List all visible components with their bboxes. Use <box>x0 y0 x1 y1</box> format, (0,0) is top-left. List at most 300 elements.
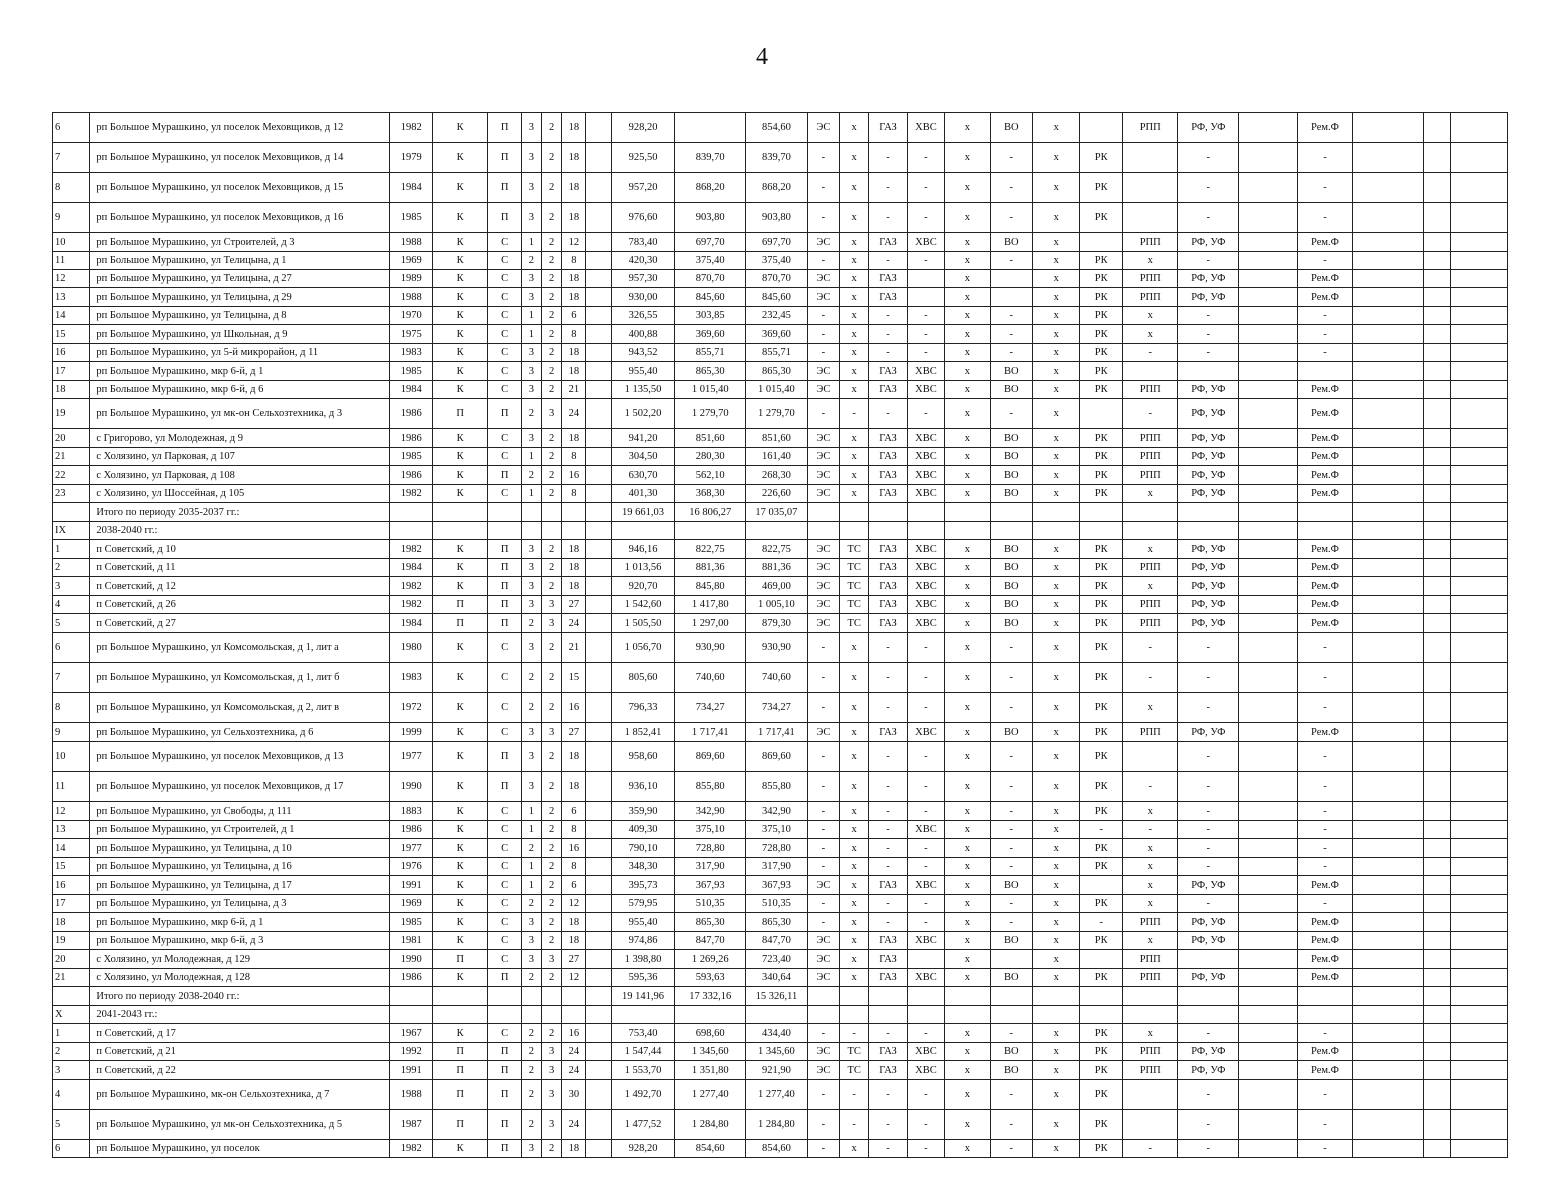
table-cell: 2 <box>542 466 562 485</box>
table-cell: ГАЗ <box>869 270 907 288</box>
table-cell: П <box>488 559 521 577</box>
table-cell <box>1178 362 1239 381</box>
table-cell: 1988 <box>390 1080 432 1110</box>
table-cell: ЭС <box>807 596 839 614</box>
table-cell: 936,10 <box>611 772 675 802</box>
table-cell: - <box>990 252 1032 270</box>
table-cell: ВО <box>990 381 1032 399</box>
table-cell: С <box>488 233 521 252</box>
table-cell: РПП <box>1122 596 1178 614</box>
table-cell: - <box>807 839 839 858</box>
table-cell: 3 <box>521 344 541 362</box>
table-cell: К <box>432 173 488 203</box>
table-cell <box>1451 362 1508 381</box>
table-cell: 18 <box>562 270 586 288</box>
table-cell: ЭС <box>807 270 839 288</box>
table-cell <box>1423 932 1450 950</box>
table-cell <box>1423 772 1450 802</box>
table-cell: РФ, УФ <box>1178 723 1239 742</box>
table-cell: ТС <box>840 614 869 633</box>
table-cell <box>521 522 541 540</box>
table-cell <box>1451 1080 1508 1110</box>
table-cell: 18 <box>562 344 586 362</box>
table-cell <box>1239 233 1298 252</box>
table-cell: РПП <box>1122 1043 1178 1061</box>
table-cell <box>1451 522 1508 540</box>
table-cell <box>907 522 944 540</box>
table-cell: - <box>869 858 907 876</box>
table-cell: 510,35 <box>746 895 808 913</box>
table-cell: 6 <box>562 802 586 821</box>
table-cell: - <box>869 839 907 858</box>
table-cell: ВО <box>990 362 1032 381</box>
table-cell: - <box>1297 173 1353 203</box>
table-cell <box>1239 252 1298 270</box>
table-cell: П <box>488 577 521 596</box>
row-number-cell <box>53 503 90 522</box>
total-row <box>53 987 1508 1006</box>
table-cell: х <box>945 633 990 663</box>
row-number-cell: X <box>53 1006 90 1024</box>
table-cell: 18 <box>562 913 586 932</box>
table-cell: РФ, УФ <box>1178 1043 1239 1061</box>
table-cell: х <box>840 821 869 839</box>
table-cell <box>1353 173 1424 203</box>
table-cell: 18 <box>562 932 586 950</box>
table-cell <box>1451 913 1508 932</box>
table-cell <box>1353 233 1424 252</box>
table-cell: 375,10 <box>675 821 746 839</box>
table-cell: Рем.Ф <box>1297 381 1353 399</box>
table-cell: 18 <box>562 1140 586 1158</box>
table-cell: 375,10 <box>746 821 808 839</box>
table-cell: - <box>1178 325 1239 344</box>
table-cell: РК <box>1080 577 1122 596</box>
table-cell: 2 <box>521 614 541 633</box>
table-cell <box>1451 270 1508 288</box>
table-cell: ВО <box>990 113 1032 143</box>
address-cell: 2041-2043 гг.: <box>90 1006 390 1024</box>
table-cell: х <box>840 307 869 325</box>
table-cell: х <box>945 288 990 307</box>
table-cell: 18 <box>562 540 586 559</box>
table-cell: 1983 <box>390 663 432 693</box>
table-cell: РФ, УФ <box>1178 466 1239 485</box>
table-cell: х <box>840 969 869 987</box>
table-cell: - <box>1122 344 1178 362</box>
table-cell: 1 <box>521 448 541 466</box>
table-cell <box>488 987 521 1006</box>
table-cell <box>1451 596 1508 614</box>
table-cell <box>1353 614 1424 633</box>
table-cell: РФ, УФ <box>1178 429 1239 448</box>
table-row <box>53 113 1508 143</box>
table-cell <box>1451 969 1508 987</box>
table-cell: 845,80 <box>675 577 746 596</box>
table-cell <box>1122 143 1178 173</box>
table-cell: 1 284,80 <box>746 1110 808 1140</box>
table-cell <box>1353 252 1424 270</box>
table-cell: - <box>1297 143 1353 173</box>
table-cell: 1976 <box>390 858 432 876</box>
table-cell: 1 269,26 <box>675 950 746 969</box>
table-cell: - <box>807 663 839 693</box>
table-cell: ЭС <box>807 362 839 381</box>
row-number-cell: 18 <box>53 381 90 399</box>
table-cell: 12 <box>562 233 586 252</box>
table-cell <box>586 876 611 895</box>
table-cell: 2 <box>542 288 562 307</box>
table-cell: С <box>488 448 521 466</box>
table-row <box>53 913 1508 932</box>
table-cell <box>1423 399 1450 429</box>
table-cell: 579,95 <box>611 895 675 913</box>
table-cell: 401,30 <box>611 485 675 503</box>
table-cell: - <box>807 913 839 932</box>
table-cell: - <box>990 742 1032 772</box>
table-cell: РФ, УФ <box>1178 540 1239 559</box>
table-cell: Рем.Ф <box>1297 113 1353 143</box>
table-cell: 881,36 <box>746 559 808 577</box>
table-cell: х <box>840 633 869 663</box>
table-cell: К <box>432 723 488 742</box>
table-cell <box>1451 1061 1508 1080</box>
address-cell: Итого по периоду 2038-2040 гг.: <box>90 987 390 1006</box>
table-cell <box>1353 693 1424 723</box>
table-cell: х <box>1033 693 1080 723</box>
address-cell: рп Большое Мурашкино, ул Телицына, д 8 <box>90 307 390 325</box>
table-cell: - <box>869 772 907 802</box>
table-cell: х <box>1033 913 1080 932</box>
table-cell <box>1423 821 1450 839</box>
table-cell: 24 <box>562 614 586 633</box>
table-cell <box>1451 839 1508 858</box>
table-cell: х <box>1033 399 1080 429</box>
table-cell: 2 <box>521 1080 541 1110</box>
table-cell: 1 717,41 <box>675 723 746 742</box>
table-cell: РФ, УФ <box>1178 270 1239 288</box>
table-cell: 16 <box>562 839 586 858</box>
table-cell: 976,60 <box>611 203 675 233</box>
address-cell: рп Большое Мурашкино, ул Комсомольская, д 1, лит а <box>90 633 390 663</box>
address-cell: рп Большое Мурашкино, ул Школьная, д 9 <box>90 325 390 344</box>
table-cell <box>1353 839 1424 858</box>
table-cell: 12 <box>562 895 586 913</box>
table-cell: - <box>907 203 944 233</box>
table-cell: 2 <box>542 895 562 913</box>
table-cell: ХВС <box>907 233 944 252</box>
table-cell: К <box>432 143 488 173</box>
table-cell: 27 <box>562 596 586 614</box>
table-cell <box>1353 522 1424 540</box>
table-cell: х <box>945 485 990 503</box>
table-cell: 851,60 <box>675 429 746 448</box>
table-cell <box>1451 399 1508 429</box>
table-cell: 27 <box>562 723 586 742</box>
table-cell: ГАЗ <box>869 540 907 559</box>
table-cell: х <box>1033 772 1080 802</box>
table-cell: х <box>945 596 990 614</box>
table-cell: - <box>990 1110 1032 1140</box>
table-cell: РФ, УФ <box>1178 1061 1239 1080</box>
table-cell <box>1239 307 1298 325</box>
table-cell: 1 <box>521 325 541 344</box>
table-cell: 17 035,07 <box>746 503 808 522</box>
table-cell: К <box>432 270 488 288</box>
table-cell: ТС <box>840 1061 869 1080</box>
table-cell: Рем.Ф <box>1297 1061 1353 1080</box>
table-cell: ХВС <box>907 113 944 143</box>
table-row <box>53 742 1508 772</box>
table-cell: 1 417,80 <box>675 596 746 614</box>
table-cell: К <box>432 485 488 503</box>
table-cell <box>611 522 675 540</box>
table-cell: - <box>807 895 839 913</box>
table-cell: 1 297,00 <box>675 614 746 633</box>
table-cell <box>1239 858 1298 876</box>
table-cell <box>1239 522 1298 540</box>
table-cell <box>1353 399 1424 429</box>
table-cell <box>1239 143 1298 173</box>
table-cell: 2 <box>542 429 562 448</box>
table-cell <box>1423 143 1450 173</box>
table-cell: х <box>945 399 990 429</box>
table-cell: РК <box>1080 969 1122 987</box>
table-cell <box>1122 987 1178 1006</box>
table-cell: - <box>869 742 907 772</box>
table-cell <box>1423 429 1450 448</box>
table-cell <box>1423 233 1450 252</box>
table-cell: 303,85 <box>675 307 746 325</box>
table-cell: 1982 <box>390 540 432 559</box>
address-cell: рп Большое Мурашкино, ул Телицына, д 16 <box>90 858 390 876</box>
table-cell <box>1239 1043 1298 1061</box>
table-cell: 1986 <box>390 821 432 839</box>
table-cell: х <box>840 876 869 895</box>
table-cell: х <box>840 950 869 969</box>
table-row <box>53 173 1508 203</box>
table-cell: РК <box>1080 540 1122 559</box>
address-cell: с Холязино, ул Шоссейная, д 105 <box>90 485 390 503</box>
table-cell <box>807 987 839 1006</box>
table-cell: 1 <box>521 821 541 839</box>
table-cell: - <box>1297 742 1353 772</box>
table-cell: 16 806,27 <box>675 503 746 522</box>
table-cell <box>586 113 611 143</box>
table-cell <box>840 503 869 522</box>
table-cell <box>1239 113 1298 143</box>
address-cell: рп Большое Мурашкино, ул поселок Меховщиков, д 16 <box>90 203 390 233</box>
table-cell: 2 <box>521 1043 541 1061</box>
table-cell: 1988 <box>390 233 432 252</box>
table-cell <box>1239 663 1298 693</box>
table-cell: 851,60 <box>746 429 808 448</box>
table-row <box>53 466 1508 485</box>
table-cell: К <box>432 307 488 325</box>
table-cell: 1 279,70 <box>746 399 808 429</box>
table-cell: РПП <box>1122 614 1178 633</box>
table-cell: х <box>945 203 990 233</box>
table-cell: ХВС <box>907 362 944 381</box>
table-cell: ВО <box>990 429 1032 448</box>
table-cell: х <box>840 895 869 913</box>
table-cell: - <box>907 1110 944 1140</box>
table-cell: ЭС <box>807 381 839 399</box>
table-cell <box>1423 633 1450 663</box>
table-cell: 1 <box>521 307 541 325</box>
table-cell: - <box>1178 663 1239 693</box>
table-cell <box>1423 113 1450 143</box>
table-cell <box>1239 399 1298 429</box>
table-cell <box>542 1006 562 1024</box>
table-row <box>53 614 1508 633</box>
row-number-cell: 2 <box>53 559 90 577</box>
table-cell: - <box>807 1080 839 1110</box>
table-cell: - <box>1297 772 1353 802</box>
table-cell: х <box>945 1110 990 1140</box>
table-cell: С <box>488 821 521 839</box>
table-cell: 2 <box>542 858 562 876</box>
table-cell: - <box>869 1110 907 1140</box>
table-cell: С <box>488 693 521 723</box>
table-cell: 304,50 <box>611 448 675 466</box>
table-cell: 1984 <box>390 381 432 399</box>
address-cell: рп Большое Мурашкино, мкр 6-й, д 6 <box>90 381 390 399</box>
address-cell: с Григорово, ул Молодежная, д 9 <box>90 429 390 448</box>
table-cell: 1 852,41 <box>611 723 675 742</box>
table-cell: х <box>945 876 990 895</box>
table-cell <box>1423 381 1450 399</box>
table-cell: х <box>945 1061 990 1080</box>
table-cell: - <box>907 858 944 876</box>
table-cell: РК <box>1080 839 1122 858</box>
table-cell: РПП <box>1122 113 1178 143</box>
table-cell: РПП <box>1122 270 1178 288</box>
table-cell: 2 <box>542 663 562 693</box>
table-cell: РК <box>1080 325 1122 344</box>
table-cell: 395,73 <box>611 876 675 895</box>
table-cell: РК <box>1080 1140 1122 1158</box>
table-cell <box>1297 987 1353 1006</box>
table-cell: - <box>869 203 907 233</box>
table-cell: К <box>432 325 488 344</box>
table-cell: К <box>432 1140 488 1158</box>
table-cell: - <box>907 1140 944 1158</box>
table-cell: - <box>840 1024 869 1043</box>
table-cell <box>542 987 562 1006</box>
table-cell <box>586 969 611 987</box>
table-cell: 1 015,40 <box>675 381 746 399</box>
table-row <box>53 1024 1508 1043</box>
table-cell <box>907 270 944 288</box>
table-cell: 1 013,56 <box>611 559 675 577</box>
table-cell <box>1353 203 1424 233</box>
table-cell: 3 <box>542 950 562 969</box>
table-cell: К <box>432 113 488 143</box>
table-cell: х <box>1033 466 1080 485</box>
table-cell <box>1423 577 1450 596</box>
table-cell: П <box>488 969 521 987</box>
table-cell: К <box>432 288 488 307</box>
table-cell: - <box>990 325 1032 344</box>
table-cell: РК <box>1080 614 1122 633</box>
table-cell: ХВС <box>907 1061 944 1080</box>
table-cell: ХВС <box>907 969 944 987</box>
table-cell <box>1353 987 1424 1006</box>
table-cell <box>1353 876 1424 895</box>
table-cell: - <box>907 1080 944 1110</box>
table-cell: 2 <box>542 1024 562 1043</box>
table-cell: х <box>945 143 990 173</box>
table-cell: - <box>807 821 839 839</box>
table-cell <box>1080 1006 1122 1024</box>
table-cell <box>488 503 521 522</box>
table-cell: - <box>907 913 944 932</box>
table-cell: х <box>840 252 869 270</box>
table-cell <box>586 270 611 288</box>
table-row <box>53 344 1508 362</box>
table-cell: ВО <box>990 485 1032 503</box>
table-cell: 1 345,60 <box>746 1043 808 1061</box>
table-cell: - <box>1178 1024 1239 1043</box>
table-cell <box>1353 895 1424 913</box>
table-cell: х <box>945 429 990 448</box>
table-cell: 2 <box>542 693 562 723</box>
table-cell: 854,60 <box>746 1140 808 1158</box>
table-cell: 24 <box>562 399 586 429</box>
table-cell <box>990 522 1032 540</box>
table-cell: 790,10 <box>611 839 675 858</box>
table-cell: - <box>807 173 839 203</box>
table-cell: ВО <box>990 540 1032 559</box>
table-cell: - <box>1297 821 1353 839</box>
table-cell <box>586 1140 611 1158</box>
table-cell: 510,35 <box>675 895 746 913</box>
table-cell: ХВС <box>907 466 944 485</box>
table-cell: С <box>488 270 521 288</box>
table-cell: П <box>488 1080 521 1110</box>
table-cell: 855,80 <box>746 772 808 802</box>
table-cell <box>1451 559 1508 577</box>
table-cell: - <box>907 802 944 821</box>
table-cell <box>521 987 541 1006</box>
table-cell: - <box>907 839 944 858</box>
table-cell <box>1451 614 1508 633</box>
table-cell <box>1353 540 1424 559</box>
table-cell: П <box>488 143 521 173</box>
table-cell: РФ, УФ <box>1178 399 1239 429</box>
table-cell <box>1239 802 1298 821</box>
table-cell: 3 <box>521 143 541 173</box>
table-cell: 1 279,70 <box>675 399 746 429</box>
table-cell: 3 <box>542 1061 562 1080</box>
table-cell: - <box>990 663 1032 693</box>
table-cell: - <box>807 858 839 876</box>
table-cell: Рем.Ф <box>1297 559 1353 577</box>
table-cell: 1 398,80 <box>611 950 675 969</box>
table-cell <box>432 1006 488 1024</box>
table-cell: х <box>1122 577 1178 596</box>
table-cell <box>675 1006 746 1024</box>
table-cell: 1 <box>521 233 541 252</box>
table-cell: х <box>1033 932 1080 950</box>
table-cell <box>1239 1140 1298 1158</box>
table-cell: ЭС <box>807 614 839 633</box>
table-cell <box>586 344 611 362</box>
table-cell <box>432 522 488 540</box>
table-cell <box>1353 821 1424 839</box>
table-cell: К <box>432 203 488 233</box>
